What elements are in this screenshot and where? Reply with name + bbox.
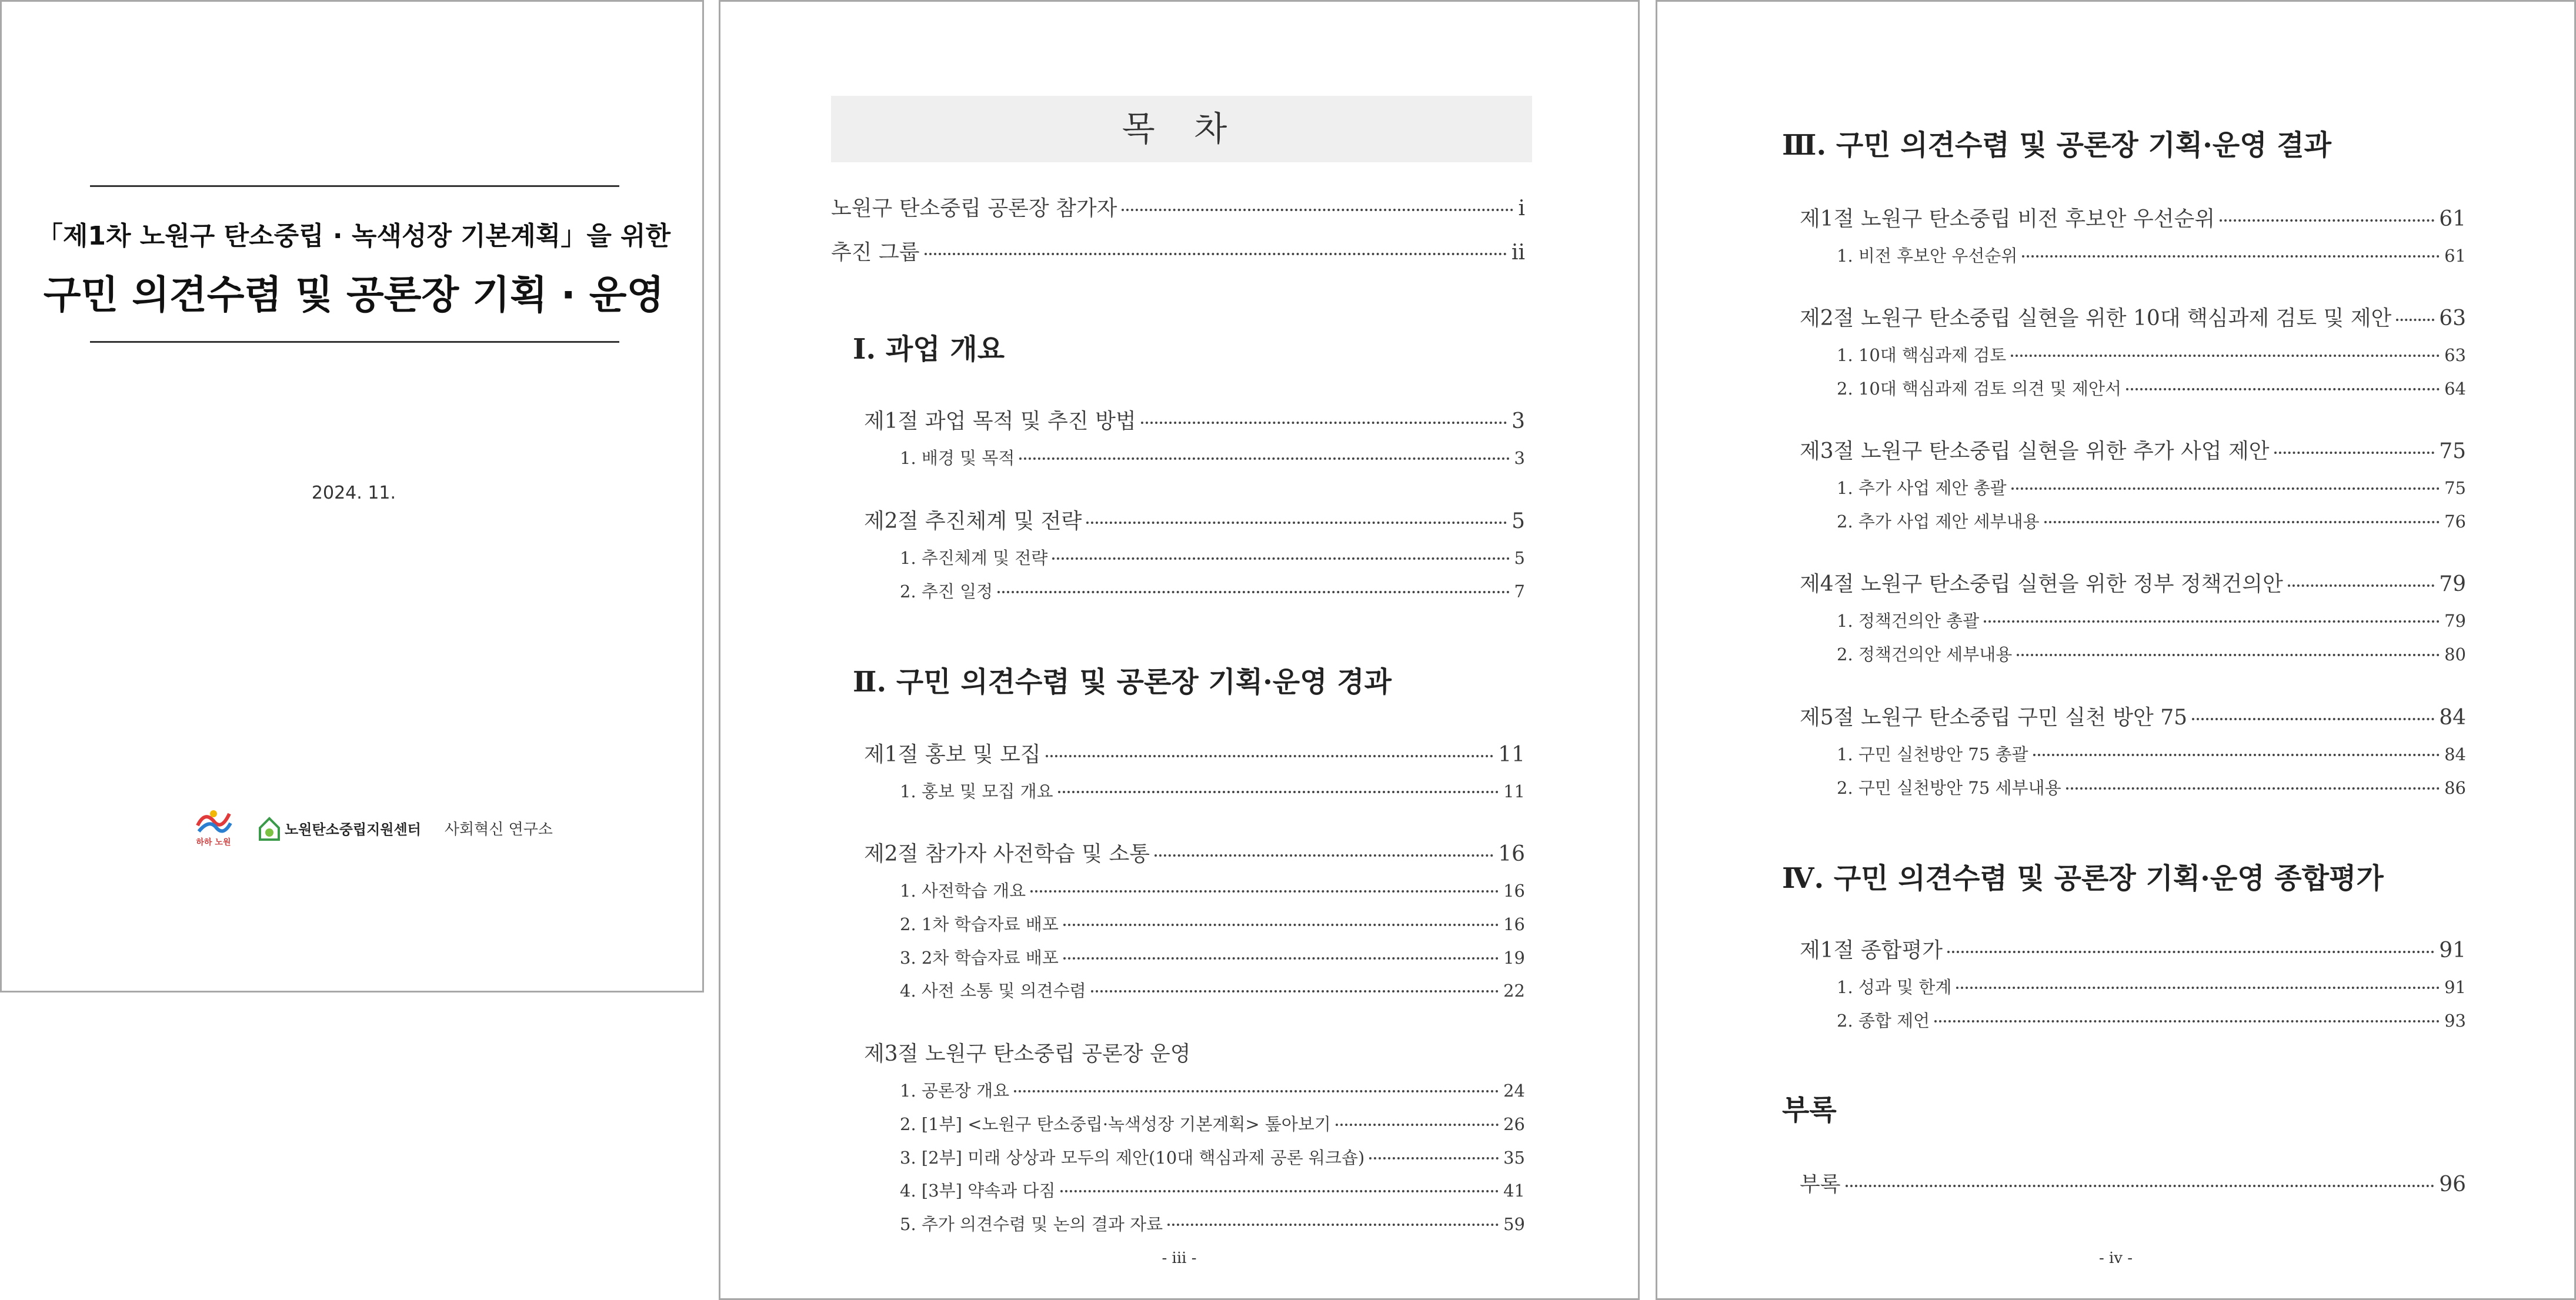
toc-item-label: 2. 구민 실천방안 75 세부내용 (1837, 778, 2061, 798)
toc-section-page: 91 (2439, 938, 2466, 963)
toc-item-label: 1. 성과 및 한계 (1837, 977, 1952, 997)
toc-leader-dots (1060, 1190, 1499, 1192)
toc-item-page: 79 (2444, 611, 2466, 631)
cover-logos (193, 807, 553, 848)
toc-item-page: 76 (2444, 512, 2466, 532)
toc-item-label: 2. 종합 제언 (1837, 1011, 1930, 1031)
toc-item-page: 63 (2444, 345, 2466, 365)
toc-item[interactable] (1837, 775, 2466, 799)
toc-item-page: 84 (2444, 744, 2466, 764)
toc-item[interactable] (1837, 509, 2466, 533)
toc-section-label: 제5절 노원구 탄소중립 구민 실천 방안 75 (1800, 706, 2188, 730)
toc-section-page: 61 (2439, 207, 2466, 231)
toc-item-page: 93 (2444, 1011, 2466, 1031)
toc-section-label: 제2절 노원구 탄소중립 실현을 위한 10대 핵심과제 검토 및 제안 (1800, 306, 2392, 330)
toc-section-label: 부록 (1800, 1172, 1841, 1197)
toc-leader-dots (1154, 854, 1493, 857)
toc-leader-dots (925, 253, 1507, 255)
toc-leader-dots (2220, 219, 2434, 222)
toc-section-page: 75 (2439, 439, 2466, 463)
toc-item[interactable] (900, 1178, 1525, 1202)
toc-item-page: 75 (2444, 478, 2466, 498)
cover-subtitle: 「제1차 노원구 탄소중립 · 녹색성장 기본계획」을 위한 (36, 221, 671, 251)
toc-leader-dots (1014, 1090, 1499, 1092)
toc-leader-dots (2274, 452, 2435, 454)
toc-part-title: Ⅳ. 구민 의견수렴 및 공론장 기획·운영 종합평가 (1782, 862, 2384, 895)
toc-section-page: 16 (1498, 842, 1525, 866)
toc-leader-dots (2033, 754, 2440, 756)
toc-item[interactable] (1837, 741, 2466, 766)
page-number: - iv - (2098, 1249, 2133, 1267)
haha-nowon-logo-mark (193, 808, 234, 836)
toc-section[interactable] (864, 405, 1525, 435)
toc-item[interactable] (900, 1078, 1525, 1102)
toc-item-page: 86 (2444, 778, 2466, 798)
toc-section-label: 제4절 노원구 탄소중립 실현을 위한 정부 정책건의안 (1800, 572, 2283, 596)
toc-leader-dots (1984, 620, 2440, 623)
toc-section-label[interactable]: 제3절 노원구 탄소중립 공론장 운영 (864, 1042, 1191, 1066)
toc-item-page: 11 (1503, 781, 1525, 801)
toc-item-page: 35 (1503, 1148, 1525, 1168)
toc-item[interactable] (900, 445, 1525, 469)
toc-leader-dots (2126, 388, 2440, 390)
toc-section-label: 제2절 추진체계 및 전략 (864, 509, 1082, 533)
toc-item-page: 24 (1503, 1081, 1525, 1101)
toc-section[interactable] (864, 738, 1525, 768)
toc-section-label: 제1절 과업 목적 및 추진 방법 (864, 409, 1136, 433)
page-number: - iii - (1162, 1249, 1197, 1267)
haha-nowon-logo (193, 808, 234, 848)
toc-item-label: 1. 추가 사업 제안 총괄 (1837, 478, 2007, 498)
toc-item-page: 26 (1503, 1114, 1525, 1134)
cover-bottom-rule (90, 341, 619, 343)
toc-section-page: 11 (1498, 743, 1525, 767)
toc-item[interactable] (1837, 376, 2466, 400)
toc-item-page: 80 (2444, 644, 2466, 664)
toc-leader-dots (1956, 987, 2440, 989)
toc-leader-dots (2066, 787, 2440, 790)
toc-item[interactable] (1837, 243, 2466, 267)
toc-leader-dots (2011, 487, 2440, 490)
toc-section-label: 제2절 참가자 사전학습 및 소통 (864, 842, 1150, 866)
social-innovation-logo (445, 817, 553, 839)
toc-section-label: 제3절 노원구 탄소중립 실현을 위한 추가 사업 제안 (1800, 439, 2270, 463)
toc-item[interactable] (900, 878, 1525, 902)
toc-entry[interactable] (831, 192, 1525, 222)
toc-entry-label: 노원구 탄소중립 공론장 참가자 (831, 196, 1117, 220)
toc-item[interactable] (900, 911, 1525, 935)
toc-section-page: 79 (2439, 572, 2466, 596)
toc-item[interactable] (900, 579, 1525, 603)
toc-item-label: 2. 추진 일정 (900, 582, 993, 601)
toc-leader-dots (1030, 890, 1499, 893)
social-innovation-logo-text: 사회혁신 연구소 (444, 820, 553, 838)
toc-leader-dots (2192, 718, 2434, 720)
toc-entry-page: ii (1511, 240, 1525, 265)
toc-section[interactable] (1800, 934, 2466, 964)
toc-item-label: 3. 2차 학습자료 배포 (900, 948, 1059, 968)
toc-leader-dots (1369, 1157, 1499, 1159)
toc-item-label: 2. 정책건의안 세부내용 (1837, 644, 2013, 664)
toc-item-label: 2. 1차 학습자료 배포 (900, 914, 1059, 934)
cover-date: 2024. 11. (311, 483, 396, 503)
toc-section[interactable] (1800, 302, 2466, 332)
toc-section[interactable] (1800, 1168, 2466, 1198)
toc-item-page: 22 (1503, 981, 1525, 1001)
toc-leader-dots (1947, 951, 2434, 953)
toc-item-page: 16 (1503, 881, 1525, 901)
toc-leader-dots (1063, 924, 1499, 926)
toc-item-label: 1. 사전학습 개요 (900, 881, 1026, 901)
toc-section[interactable] (864, 837, 1525, 867)
toc-item[interactable] (1837, 1008, 2466, 1032)
toc-item-label: 4. [3부] 약속과 다짐 (900, 1181, 1056, 1201)
toc-section-page: 5 (1511, 509, 1525, 533)
toc-leader-dots (1141, 422, 1507, 424)
toc-leader-dots (2011, 355, 2440, 357)
toc-heading: 목 차 (831, 96, 1532, 162)
toc-section-page: 63 (2439, 306, 2466, 330)
toc-entry-page: i (1518, 196, 1525, 220)
toc-part-title: Ⅲ. 구민 의견수렴 및 공론장 기획·운영 결과 (1782, 129, 2332, 162)
house-leaf-icon (258, 814, 281, 842)
toc-section-page: 84 (2439, 706, 2466, 730)
toc-item-page: 41 (1503, 1181, 1525, 1201)
toc-item-label: 1. 비전 후보안 우선순위 (1837, 246, 2018, 266)
toc-section-label: 제1절 종합평가 (1800, 938, 1943, 963)
toc-item[interactable] (900, 978, 1525, 1002)
toc-leader-dots (1167, 1224, 1499, 1226)
cover-page (0, 0, 704, 992)
toc-part-title: Ⅰ. 과업 개요 (853, 333, 1005, 366)
toc-item-label: 2. 10대 핵심과제 검토 의견 및 제안서 (1837, 379, 2122, 399)
toc-item-label: 1. 10대 핵심과제 검토 (1837, 345, 2007, 365)
toc-entry-label: 추진 그룹 (831, 240, 920, 265)
toc-item-label: 1. 배경 및 목적 (900, 448, 1015, 468)
toc-item-page: 7 (1514, 582, 1525, 601)
toc-leader-dots (1086, 522, 1507, 524)
toc-item-page: 91 (2444, 977, 2466, 997)
toc-item-label: 1. 공론장 개요 (900, 1081, 1010, 1101)
toc-leader-dots (1046, 755, 1494, 757)
toc-item-label: 3. [2부] 미래 상상과 모두의 제안(10대 핵심과제 공론 워크숍) (900, 1148, 1365, 1168)
toc-item-page: 3 (1514, 448, 1525, 468)
toc-leader-dots (1019, 457, 1509, 460)
toc-leader-dots (1846, 1185, 2435, 1187)
toc-section-page: 96 (2439, 1172, 2466, 1197)
toc-entry[interactable] (831, 236, 1525, 266)
toc-item[interactable] (900, 1111, 1525, 1135)
toc-item-page: 16 (1503, 914, 1525, 934)
toc-item[interactable] (1837, 608, 2466, 632)
haha-nowon-logo-text: 하하 노원 (196, 838, 231, 847)
toc-section[interactable] (1800, 202, 2466, 232)
toc-item-label: 1. 정책건의안 총괄 (1837, 611, 1980, 631)
toc-item-label: 1. 홍보 및 모집 개요 (900, 781, 1053, 801)
toc-leader-dots (2022, 255, 2440, 258)
toc-item-label: 2. 추가 사업 제안 세부내용 (1837, 512, 2040, 532)
toc-leader-dots (1063, 957, 1499, 960)
carbon-center-logo (258, 814, 421, 842)
toc-item-label: 2. [1부] <노원구 탄소중립·녹색성장 기본계획> 톺아보기 (900, 1114, 1331, 1134)
toc-section[interactable] (864, 504, 1525, 534)
toc-item[interactable] (900, 945, 1525, 969)
toc-leader-dots (2396, 319, 2434, 321)
toc-item[interactable] (900, 778, 1525, 803)
toc-leader-dots (1091, 990, 1499, 992)
toc-item[interactable] (900, 545, 1525, 569)
toc-leader-dots (1122, 209, 1513, 211)
toc-item[interactable] (1837, 475, 2466, 499)
toc-item-page: 61 (2444, 246, 2466, 266)
toc-leader-dots (1058, 791, 1499, 793)
toc-item-page: 5 (1514, 548, 1525, 568)
toc-leader-dots (1336, 1124, 1499, 1126)
toc-item[interactable] (1837, 641, 2466, 666)
toc-part-title: Ⅱ. 구민 의견수렴 및 공론장 기획·운영 경과 (853, 666, 1392, 699)
toc-leader-dots (2044, 521, 2440, 523)
toc-part-title: 부록 (1782, 1094, 1837, 1127)
toc-item[interactable] (1837, 342, 2466, 366)
toc-section[interactable] (1800, 701, 2466, 731)
toc-item-label: 5. 추가 의견수렴 및 논의 결과 자료 (900, 1214, 1163, 1234)
toc-item-page: 19 (1503, 948, 1525, 968)
toc-item-page: 59 (1503, 1214, 1525, 1234)
toc-item-label: 4. 사전 소통 및 의견수렴 (900, 981, 1086, 1001)
toc-item[interactable] (900, 1145, 1525, 1169)
toc-section-label: 제1절 홍보 및 모집 (864, 743, 1041, 767)
toc-item[interactable] (1837, 974, 2466, 998)
toc-leader-dots (997, 591, 1509, 593)
toc-item-page: 64 (2444, 379, 2466, 399)
carbon-center-logo-text: 노원탄소중립지원센터 (285, 821, 421, 838)
toc-leader-dots (1934, 1020, 2440, 1022)
cover-title: 구민 의견수렴 및 공론장 기획 · 운영 (43, 272, 665, 318)
toc-section-page: 3 (1511, 409, 1525, 433)
toc-leader-dots (2017, 654, 2440, 656)
cover-top-rule (90, 185, 619, 187)
toc-leader-dots (1052, 557, 1509, 560)
toc-item-label: 1. 추진체계 및 전략 (900, 548, 1048, 568)
toc-section-label: 제1절 노원구 탄소중립 비전 후보안 우선순위 (1800, 207, 2215, 231)
toc-leader-dots (2288, 584, 2434, 587)
toc-page-iii (719, 0, 1640, 1300)
toc-section[interactable] (1800, 567, 2466, 597)
toc-item-label: 1. 구민 실천방안 75 총괄 (1837, 744, 2028, 764)
toc-item[interactable] (900, 1211, 1525, 1235)
toc-page-iv (1656, 0, 2576, 1300)
toc-section[interactable] (1800, 435, 2466, 464)
